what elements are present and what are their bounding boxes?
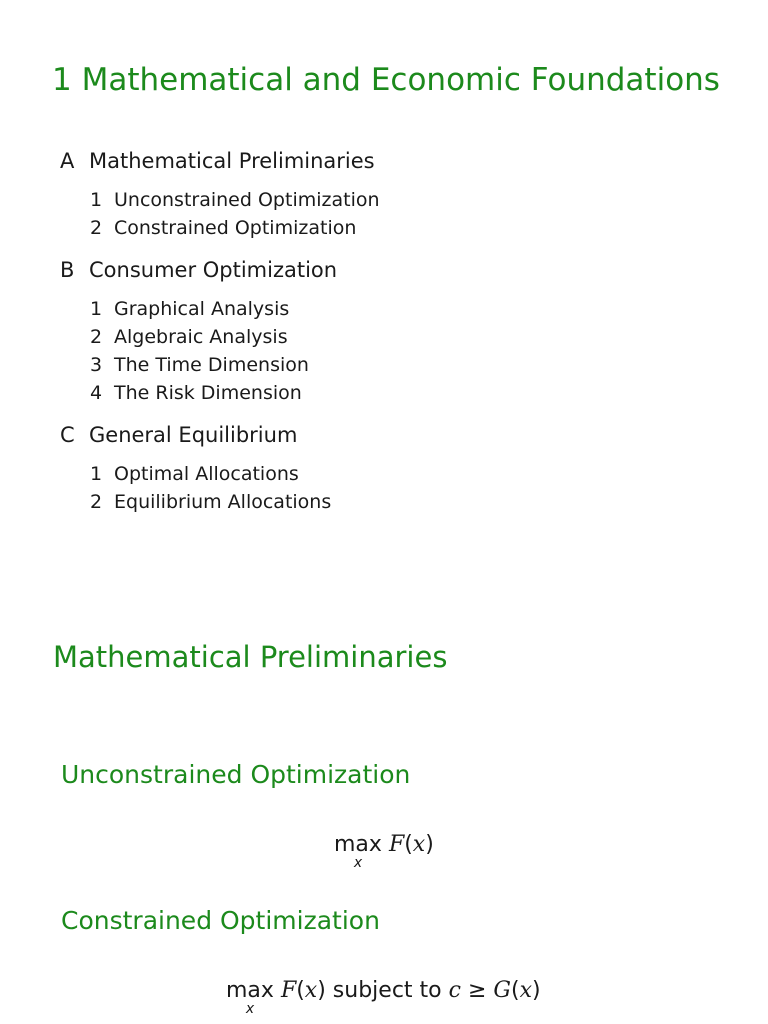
function-symbol: F — [388, 832, 405, 857]
section-label: Mathematical Preliminaries — [89, 149, 375, 173]
item-number: 1 — [90, 298, 103, 320]
item-label: Graphical Analysis — [114, 298, 290, 320]
item-number: 1 — [90, 463, 103, 485]
outline-section-b — [60, 255, 380, 407]
section-key: C — [60, 423, 75, 447]
item-label: The Time Dimension — [114, 354, 309, 376]
equation-constrained: max x F(x) subject to c ≥ G(x) — [226, 978, 541, 1017]
subsection-list — [90, 295, 380, 407]
variable-symbol: x — [519, 978, 532, 1003]
subject-to-text: subject to — [332, 978, 442, 1003]
subsection-list — [90, 460, 380, 516]
item-number: 3 — [90, 354, 103, 376]
section-label: Consumer Optimization — [89, 258, 338, 282]
list-item — [90, 351, 380, 379]
variable-symbol: x — [304, 978, 318, 1003]
constraint-function-symbol: G — [493, 978, 511, 1003]
item-label: Optimal Allocations — [114, 463, 299, 485]
max-operator: max x — [226, 978, 274, 1017]
list-item — [90, 214, 380, 242]
outline-section-c — [60, 420, 380, 516]
page-title: 1 Mathematical and Economic Foundations — [52, 62, 720, 98]
item-number: 1 — [90, 189, 103, 211]
section-key: B — [60, 258, 75, 282]
list-item — [90, 488, 380, 516]
geq-symbol: ≥ — [467, 978, 487, 1003]
item-number: 4 — [90, 382, 103, 404]
max-subscript: x — [353, 855, 363, 871]
item-number: 2 — [90, 326, 103, 348]
outline — [60, 146, 380, 529]
list-item — [90, 186, 380, 214]
item-label: Unconstrained Optimization — [114, 189, 380, 211]
list-item — [90, 323, 380, 351]
outline-section-a — [60, 146, 380, 242]
item-label: The Risk Dimension — [114, 382, 302, 404]
subsection-heading-unconstrained: Unconstrained Optimization — [61, 760, 411, 789]
item-label: Constrained Optimization — [114, 217, 357, 239]
list-item — [90, 379, 380, 407]
subsection-list — [90, 186, 380, 242]
item-number: 2 — [90, 491, 103, 513]
item-number: 2 — [90, 217, 103, 239]
section-heading: Mathematical Preliminaries — [53, 640, 448, 674]
section-label: General Equilibrium — [89, 423, 298, 447]
max-subscript: x — [245, 1001, 255, 1017]
item-label: Algebraic Analysis — [114, 326, 288, 348]
item-label: Equilibrium Allocations — [114, 491, 332, 513]
variable-symbol: x — [412, 832, 426, 857]
section-key: A — [60, 149, 75, 173]
constant-symbol: c — [448, 978, 461, 1003]
function-symbol: F — [280, 978, 297, 1003]
subsection-heading-constrained: Constrained Optimization — [61, 906, 380, 935]
list-item — [90, 460, 380, 488]
list-item — [90, 295, 380, 323]
max-operator: max x — [334, 832, 382, 871]
equation-unconstrained: max x F(x) — [334, 832, 434, 871]
